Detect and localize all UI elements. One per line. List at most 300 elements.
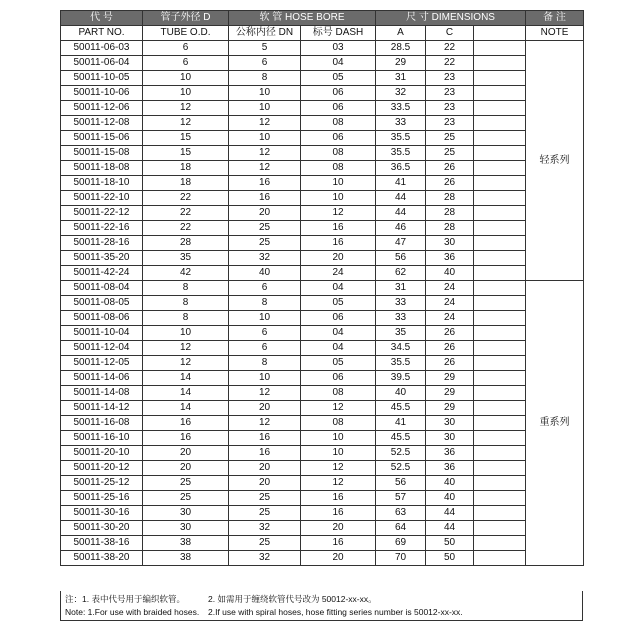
dash-cell: 16	[301, 491, 376, 506]
dim-a-cell: 34.5	[376, 341, 426, 356]
dn-cell: 10	[229, 371, 301, 386]
part-no-cell: 50011-10-05	[61, 71, 143, 86]
footer-notes	[60, 591, 583, 621]
table-row	[61, 446, 584, 461]
tube-od-cell: 25	[143, 476, 229, 491]
dn-cell: 20	[229, 206, 301, 221]
tube-od-cell: 6	[143, 56, 229, 71]
dim-blank-header	[474, 26, 526, 41]
dim-c-cell: 23	[426, 71, 474, 86]
dim-blank-cell	[474, 341, 526, 356]
dim-blank-cell	[474, 56, 526, 71]
tube-od-cell: 15	[143, 146, 229, 161]
dim-a-cell: 69	[376, 536, 426, 551]
dim-a-cell: 45.5	[376, 401, 426, 416]
tube-od-cell: 8	[143, 311, 229, 326]
dim-a-cell: 70	[376, 551, 426, 566]
note-header-zh: 备 注	[526, 11, 584, 26]
table-row	[61, 161, 584, 176]
dim-a-cell: 64	[376, 521, 426, 536]
series-note-cell: 重系列	[526, 281, 584, 566]
dim-c-cell: 50	[426, 551, 474, 566]
table-row	[61, 536, 584, 551]
dim-a-cell: 41	[376, 176, 426, 191]
part-no-cell: 50011-18-10	[61, 176, 143, 191]
tube-od-cell: 16	[143, 431, 229, 446]
part-no-cell: 50011-22-10	[61, 191, 143, 206]
dim-blank-cell	[474, 131, 526, 146]
tube-od-cell: 42	[143, 266, 229, 281]
dim-a-cell: 31	[376, 71, 426, 86]
dash-cell: 05	[301, 356, 376, 371]
dim-blank-cell	[474, 446, 526, 461]
dn-cell: 10	[229, 131, 301, 146]
tube-od-cell: 15	[143, 131, 229, 146]
tube-od-cell: 12	[143, 116, 229, 131]
dn-cell: 8	[229, 296, 301, 311]
part-no-cell: 50011-16-10	[61, 431, 143, 446]
tube-od-cell: 14	[143, 371, 229, 386]
footer-note-en-1: Note: 1.For use with braided hoses.	[65, 607, 200, 617]
dim-a-cell: 35.5	[376, 146, 426, 161]
fitting-spec-table	[60, 10, 584, 566]
dn-header: 公称内径 DN	[229, 26, 301, 41]
dim-c-cell: 30	[426, 236, 474, 251]
dim-blank-cell	[474, 281, 526, 296]
header-row-1	[61, 11, 584, 26]
dim-a-cell: 39.5	[376, 371, 426, 386]
part-no-cell: 50011-12-08	[61, 116, 143, 131]
table-row	[61, 416, 584, 431]
dn-cell: 10	[229, 101, 301, 116]
dash-cell: 10	[301, 431, 376, 446]
dim-blank-cell	[474, 371, 526, 386]
dim-c-cell: 28	[426, 206, 474, 221]
dn-cell: 16	[229, 431, 301, 446]
table-row	[61, 386, 584, 401]
dim-c-cell: 36	[426, 251, 474, 266]
dash-cell: 05	[301, 296, 376, 311]
tube-od-cell: 10	[143, 71, 229, 86]
dash-cell: 08	[301, 386, 376, 401]
part-no-cell: 50011-14-08	[61, 386, 143, 401]
dim-a-cell: 35	[376, 326, 426, 341]
dn-cell: 6	[229, 326, 301, 341]
dash-cell: 04	[301, 56, 376, 71]
dash-cell: 10	[301, 446, 376, 461]
dn-cell: 8	[229, 356, 301, 371]
dash-cell: 12	[301, 206, 376, 221]
footer-note-zh-1: 注：1. 表中代号用于编织软管。	[65, 594, 185, 604]
table-row	[61, 101, 584, 116]
dim-blank-cell	[474, 266, 526, 281]
dim-c-cell: 23	[426, 101, 474, 116]
dn-cell: 20	[229, 476, 301, 491]
dn-cell: 32	[229, 251, 301, 266]
dn-cell: 6	[229, 341, 301, 356]
dash-cell: 20	[301, 251, 376, 266]
dn-cell: 12	[229, 116, 301, 131]
dash-cell: 24	[301, 266, 376, 281]
dim-blank-cell	[474, 191, 526, 206]
dash-cell: 03	[301, 41, 376, 56]
dn-cell: 20	[229, 461, 301, 476]
dim-c-cell: 30	[426, 431, 474, 446]
tube-od-cell: 14	[143, 386, 229, 401]
table-row	[61, 296, 584, 311]
dim-blank-cell	[474, 86, 526, 101]
table-row	[61, 521, 584, 536]
dim-blank-cell	[474, 326, 526, 341]
table-body	[61, 41, 584, 566]
dim-c-cell: 44	[426, 506, 474, 521]
dim-a-cell: 47	[376, 236, 426, 251]
dim-blank-cell	[474, 521, 526, 536]
part-no-cell: 50011-14-06	[61, 371, 143, 386]
dim-a-cell: 32	[376, 86, 426, 101]
dim-blank-cell	[474, 356, 526, 371]
dim-c-cell: 24	[426, 296, 474, 311]
table-row	[61, 326, 584, 341]
dash-cell: 16	[301, 221, 376, 236]
dim-a-cell: 35.5	[376, 131, 426, 146]
table-row	[61, 236, 584, 251]
dim-c-cell: 25	[426, 131, 474, 146]
tube-od-cell: 14	[143, 401, 229, 416]
dim-a-cell: 33	[376, 311, 426, 326]
dn-cell: 25	[229, 536, 301, 551]
tube-od-cell: 38	[143, 551, 229, 566]
dn-cell: 32	[229, 521, 301, 536]
part-no-cell: 50011-10-04	[61, 326, 143, 341]
dim-a-cell: 28.5	[376, 41, 426, 56]
table-row	[61, 431, 584, 446]
table-row	[61, 476, 584, 491]
dim-a-cell: 29	[376, 56, 426, 71]
dim-blank-cell	[474, 296, 526, 311]
dim-blank-cell	[474, 251, 526, 266]
dim-blank-cell	[474, 386, 526, 401]
dn-cell: 8	[229, 71, 301, 86]
tube-od-cell: 8	[143, 281, 229, 296]
part-no-cell: 50011-08-06	[61, 311, 143, 326]
dim-c-cell: 28	[426, 221, 474, 236]
table-row	[61, 206, 584, 221]
dn-cell: 6	[229, 281, 301, 296]
dash-cell: 12	[301, 476, 376, 491]
hose-bore-header: 软 管 HOSE BORE	[229, 11, 376, 26]
dash-cell: 16	[301, 236, 376, 251]
dim-a-cell: 33	[376, 296, 426, 311]
dim-a-cell: 44	[376, 191, 426, 206]
tube-od-cell: 16	[143, 416, 229, 431]
dim-c-cell: 36	[426, 461, 474, 476]
part-no-cell: 50011-35-20	[61, 251, 143, 266]
tube-od-cell: 12	[143, 101, 229, 116]
table-row	[61, 251, 584, 266]
dimensions-header: 尺 寸 DIMENSIONS	[376, 11, 526, 26]
part-no-cell: 50011-30-16	[61, 506, 143, 521]
dim-c-cell: 23	[426, 116, 474, 131]
dash-cell: 08	[301, 416, 376, 431]
dim-a-cell: 62	[376, 266, 426, 281]
table-row	[61, 311, 584, 326]
dn-cell: 32	[229, 551, 301, 566]
tube-od-cell: 20	[143, 461, 229, 476]
dash-cell: 04	[301, 281, 376, 296]
table-row	[61, 371, 584, 386]
dash-cell: 12	[301, 461, 376, 476]
dim-c-cell: 22	[426, 56, 474, 71]
dn-cell: 6	[229, 56, 301, 71]
dash-cell: 05	[301, 71, 376, 86]
dim-c-cell: 26	[426, 161, 474, 176]
part-no-cell: 50011-22-16	[61, 221, 143, 236]
tube-od-cell: 12	[143, 356, 229, 371]
dim-a-cell: 40	[376, 386, 426, 401]
dim-blank-cell	[474, 416, 526, 431]
dim-blank-cell	[474, 491, 526, 506]
dim-blank-cell	[474, 401, 526, 416]
dim-blank-cell	[474, 71, 526, 86]
header-row-2	[61, 26, 584, 41]
table-row	[61, 461, 584, 476]
tube-od-cell: 12	[143, 341, 229, 356]
table-row	[61, 71, 584, 86]
dash-cell: 10	[301, 191, 376, 206]
part-no-cell: 50011-15-06	[61, 131, 143, 146]
part-no-cell: 50011-18-08	[61, 161, 143, 176]
dash-header: 标号 DASH	[301, 26, 376, 41]
tube-od-cell: 22	[143, 191, 229, 206]
dash-cell: 08	[301, 161, 376, 176]
table-row	[61, 56, 584, 71]
dim-c-cell: 25	[426, 146, 474, 161]
dim-blank-cell	[474, 221, 526, 236]
part-no-cell: 50011-10-06	[61, 86, 143, 101]
dash-cell: 12	[301, 401, 376, 416]
tube-od-cell: 8	[143, 296, 229, 311]
dim-blank-cell	[474, 101, 526, 116]
dn-cell: 12	[229, 161, 301, 176]
dn-cell: 10	[229, 86, 301, 101]
dash-cell: 16	[301, 506, 376, 521]
table-row	[61, 506, 584, 521]
dim-a-header: A	[376, 26, 426, 41]
dim-c-cell: 26	[426, 176, 474, 191]
dim-a-cell: 35.5	[376, 356, 426, 371]
dash-cell: 06	[301, 131, 376, 146]
tube-od-cell: 10	[143, 326, 229, 341]
dash-cell: 16	[301, 536, 376, 551]
table-row	[61, 341, 584, 356]
table-row	[61, 401, 584, 416]
dim-blank-cell	[474, 236, 526, 251]
tube-od-cell: 18	[143, 161, 229, 176]
dim-a-cell: 56	[376, 476, 426, 491]
dn-cell: 25	[229, 236, 301, 251]
dim-a-cell: 44	[376, 206, 426, 221]
part-no-cell: 50011-30-20	[61, 521, 143, 536]
tube-od-cell: 10	[143, 86, 229, 101]
part-no-cell: 50011-12-05	[61, 356, 143, 371]
note-header-en: NOTE	[526, 26, 584, 41]
dim-blank-cell	[474, 176, 526, 191]
table-row	[61, 266, 584, 281]
tube-od-cell: 30	[143, 506, 229, 521]
part-no-cell: 50011-12-06	[61, 101, 143, 116]
dim-c-cell: 40	[426, 266, 474, 281]
part-no-cell: 50011-16-08	[61, 416, 143, 431]
dash-cell: 06	[301, 371, 376, 386]
part-no-cell: 50011-06-04	[61, 56, 143, 71]
tube-od-cell: 20	[143, 446, 229, 461]
dim-c-cell: 24	[426, 311, 474, 326]
dim-c-cell: 26	[426, 356, 474, 371]
dim-a-cell: 52.5	[376, 446, 426, 461]
dim-c-cell: 29	[426, 371, 474, 386]
dim-c-cell: 40	[426, 476, 474, 491]
dn-cell: 12	[229, 416, 301, 431]
dim-c-cell: 30	[426, 416, 474, 431]
dash-cell: 06	[301, 311, 376, 326]
dim-blank-cell	[474, 116, 526, 131]
dim-blank-cell	[474, 146, 526, 161]
dim-c-cell: 28	[426, 191, 474, 206]
dim-a-cell: 41	[376, 416, 426, 431]
tube-od-cell: 18	[143, 176, 229, 191]
dn-cell: 12	[229, 386, 301, 401]
dn-cell: 40	[229, 266, 301, 281]
dn-cell: 12	[229, 146, 301, 161]
dim-blank-cell	[474, 41, 526, 56]
dash-cell: 08	[301, 116, 376, 131]
dim-c-cell: 29	[426, 386, 474, 401]
dim-blank-cell	[474, 536, 526, 551]
dn-cell: 10	[229, 311, 301, 326]
dn-cell: 16	[229, 446, 301, 461]
dim-blank-cell	[474, 431, 526, 446]
tube-od-cell: 35	[143, 251, 229, 266]
table-row	[61, 491, 584, 506]
dim-c-header: C	[426, 26, 474, 41]
part-no-cell: 50011-25-12	[61, 476, 143, 491]
dash-cell: 06	[301, 86, 376, 101]
dn-cell: 16	[229, 191, 301, 206]
table-row	[61, 221, 584, 236]
dash-cell: 10	[301, 176, 376, 191]
part-no-cell: 50011-06-03	[61, 41, 143, 56]
dim-c-cell: 40	[426, 491, 474, 506]
dash-cell: 20	[301, 521, 376, 536]
dim-c-cell: 44	[426, 521, 474, 536]
dn-cell: 5	[229, 41, 301, 56]
dash-cell: 06	[301, 101, 376, 116]
dim-blank-cell	[474, 206, 526, 221]
dim-blank-cell	[474, 476, 526, 491]
dim-a-cell: 36.5	[376, 161, 426, 176]
dim-c-cell: 36	[426, 446, 474, 461]
dash-cell: 04	[301, 326, 376, 341]
table-row	[61, 191, 584, 206]
dim-c-cell: 26	[426, 341, 474, 356]
dim-blank-cell	[474, 506, 526, 521]
table-row	[61, 551, 584, 566]
dim-a-cell: 33.5	[376, 101, 426, 116]
dim-a-cell: 31	[376, 281, 426, 296]
part-no-cell: 50011-38-20	[61, 551, 143, 566]
dim-c-cell: 50	[426, 536, 474, 551]
part-no-cell: 50011-14-12	[61, 401, 143, 416]
table-row	[61, 176, 584, 191]
dim-blank-cell	[474, 161, 526, 176]
table-row	[61, 356, 584, 371]
dim-a-cell: 56	[376, 251, 426, 266]
dn-cell: 25	[229, 491, 301, 506]
table-row	[61, 86, 584, 101]
dim-a-cell: 45.5	[376, 431, 426, 446]
part-no-cell: 50011-15-08	[61, 146, 143, 161]
tube-od-cell: 30	[143, 521, 229, 536]
dash-cell: 04	[301, 341, 376, 356]
tube-od-header-en: TUBE O.D.	[143, 26, 229, 41]
dim-c-cell: 24	[426, 281, 474, 296]
dim-a-cell: 57	[376, 491, 426, 506]
tube-od-header-zh: 管子外径 D	[143, 11, 229, 26]
tube-od-cell: 22	[143, 221, 229, 236]
tube-od-cell: 6	[143, 41, 229, 56]
fitting-spec-table-container	[60, 10, 583, 566]
part-no-cell: 50011-25-16	[61, 491, 143, 506]
dash-cell: 20	[301, 551, 376, 566]
part-no-cell: 50011-20-12	[61, 461, 143, 476]
tube-od-cell: 38	[143, 536, 229, 551]
part-no-header-zh: 代 号	[61, 11, 143, 26]
dim-blank-cell	[474, 461, 526, 476]
dim-c-cell: 23	[426, 86, 474, 101]
dim-c-cell: 29	[426, 401, 474, 416]
part-no-cell: 50011-38-16	[61, 536, 143, 551]
tube-od-cell: 28	[143, 236, 229, 251]
part-no-cell: 50011-08-04	[61, 281, 143, 296]
dim-a-cell: 63	[376, 506, 426, 521]
footer-note-en-2: 2.If use with spiral hoses, hose fitting series number is 50012-xx-xx.	[208, 607, 463, 617]
part-no-cell: 50011-12-04	[61, 341, 143, 356]
dim-a-cell: 52.5	[376, 461, 426, 476]
dim-c-cell: 26	[426, 326, 474, 341]
part-no-cell: 50011-28-16	[61, 236, 143, 251]
table-row	[61, 146, 584, 161]
series-note-cell: 轻系列	[526, 41, 584, 281]
table-row	[61, 41, 584, 56]
table-row	[61, 116, 584, 131]
dim-a-cell: 46	[376, 221, 426, 236]
dash-cell: 08	[301, 146, 376, 161]
table-row	[61, 131, 584, 146]
dim-blank-cell	[474, 311, 526, 326]
dim-a-cell: 33	[376, 116, 426, 131]
part-no-cell: 50011-42-24	[61, 266, 143, 281]
dn-cell: 20	[229, 401, 301, 416]
dn-cell: 25	[229, 221, 301, 236]
part-no-cell: 50011-08-05	[61, 296, 143, 311]
part-no-header-en: PART NO.	[61, 26, 143, 41]
tube-od-cell: 25	[143, 491, 229, 506]
dim-c-cell: 22	[426, 41, 474, 56]
tube-od-cell: 22	[143, 206, 229, 221]
footer-note-zh-2: 2. 如需用于缠绕软管代号改为 50012-xx-xx。	[208, 594, 377, 604]
dim-blank-cell	[474, 551, 526, 566]
